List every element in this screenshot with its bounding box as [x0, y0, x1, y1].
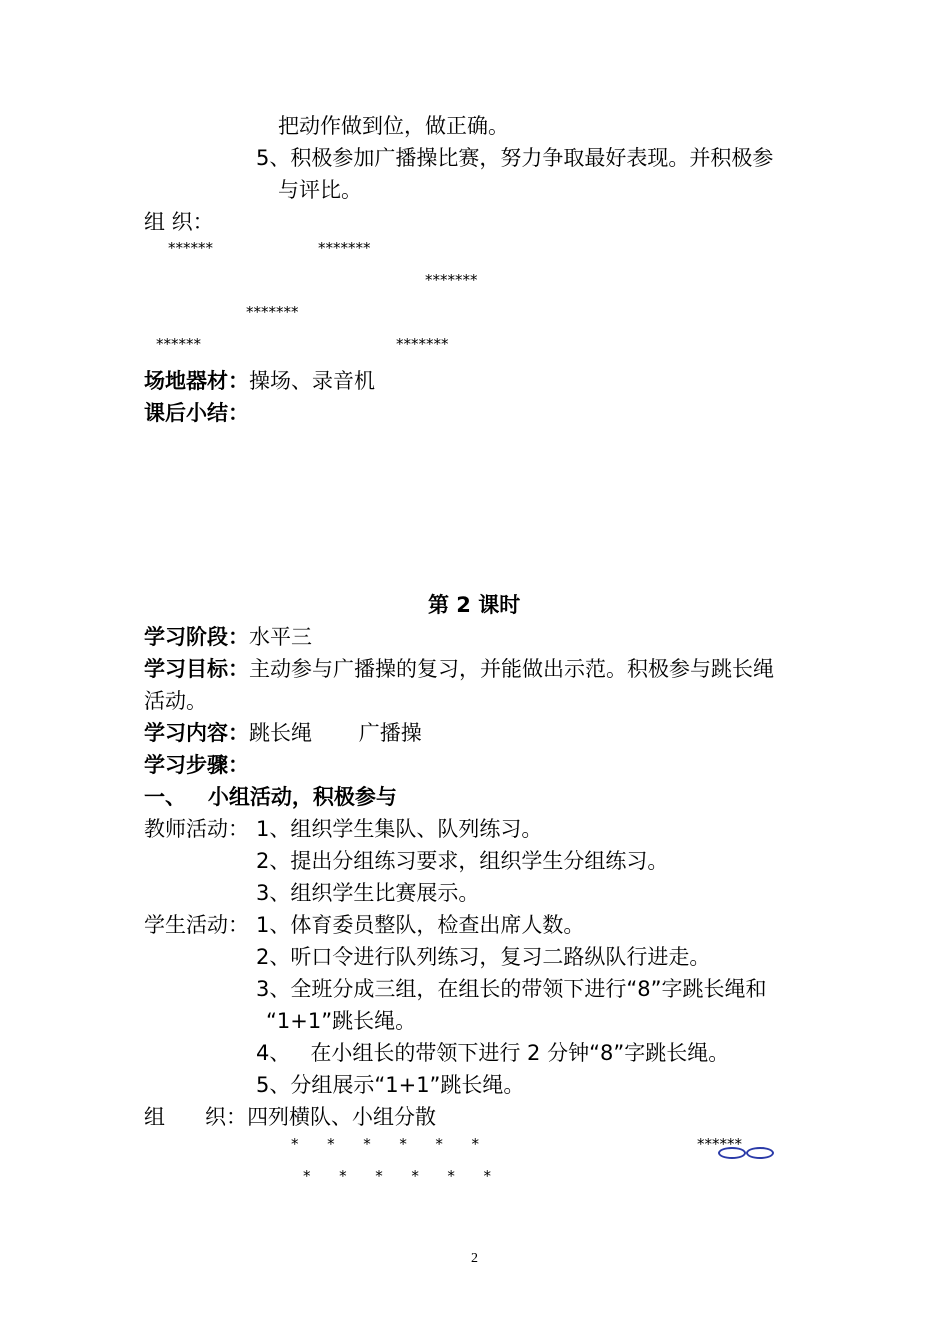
formation-row: *******	[396, 335, 449, 353]
formation-row: *******	[318, 239, 371, 257]
student-item: 4、 在小组长的带领下进行 2 分钟“8”字跳长绳。	[256, 1041, 730, 1065]
teacher-item: 3、组织学生比赛展示。	[256, 881, 480, 905]
equipment-value: 操场、录音机	[249, 369, 375, 393]
org-label: 组 织：	[144, 210, 214, 234]
summary-label: 课后小结：	[144, 401, 249, 425]
stage-label: 学习阶段：	[144, 625, 249, 649]
goal-continuation: 活动。	[144, 689, 207, 713]
student-item: “1+1”跳长绳。	[266, 1009, 417, 1033]
formation-row: ******	[168, 239, 213, 257]
goal-label: 学习目标：	[144, 657, 249, 681]
org-line	[144, 1102, 436, 1132]
formation-row: *******	[246, 303, 299, 321]
teacher-item: 2、提出分组练习要求，组织学生分组练习。	[256, 849, 669, 873]
equipment-label: 场地器材：	[144, 369, 249, 393]
student-label: 学生活动：	[144, 913, 249, 937]
formation-row: ******	[156, 335, 201, 353]
formation-row: * * * * * *	[291, 1135, 480, 1153]
content-line	[144, 718, 422, 748]
formation-row: *******	[425, 271, 478, 289]
section-heading: 一、 小组活动，积极参与	[144, 785, 397, 809]
lesson-title: 第 2 课时	[428, 593, 521, 617]
rope-loop-icon	[746, 1147, 774, 1159]
teacher-label: 教师活动：	[144, 817, 249, 841]
student-item: 2、听口令进行队列练习，复习二路纵队行进走。	[256, 945, 711, 969]
teacher-item: 1、组织学生集队、队列练习。	[256, 817, 543, 841]
formation-row: * * * * * *	[303, 1167, 492, 1185]
student-item: 1、体育委员整队，检查出席人数。	[256, 913, 585, 937]
steps-label: 学习步骤：	[144, 753, 249, 777]
student-item: 5、分组展示“1+1”跳长绳。	[256, 1073, 525, 1097]
text-line: 与评比。	[278, 178, 362, 202]
student-item: 3、全班分成三组，在组长的带领下进行“8”字跳长绳和	[256, 977, 767, 1001]
content-label: 学习内容：	[144, 721, 249, 745]
group-formation: ******	[697, 1135, 742, 1153]
stage-line	[144, 622, 312, 652]
goal-value: 主动参与广播操的复习，并能做出示范。积极参与跳长绳	[249, 657, 774, 681]
text-line: 5、积极参加广播操比赛，努力争取最好表现。并积极参	[256, 146, 774, 170]
equipment-line	[144, 366, 375, 396]
goal-line	[144, 654, 774, 684]
page-number: 2	[471, 1251, 478, 1266]
text-line: 把动作做到位，做正确。	[278, 114, 509, 138]
content-value: 跳长绳 广播操	[249, 721, 422, 745]
org-label: 组 织：	[144, 1105, 248, 1129]
stage-value: 水平三	[249, 625, 312, 649]
org-value: 四列横队、小组分散	[247, 1105, 437, 1129]
rope-loop-icon	[718, 1147, 746, 1159]
